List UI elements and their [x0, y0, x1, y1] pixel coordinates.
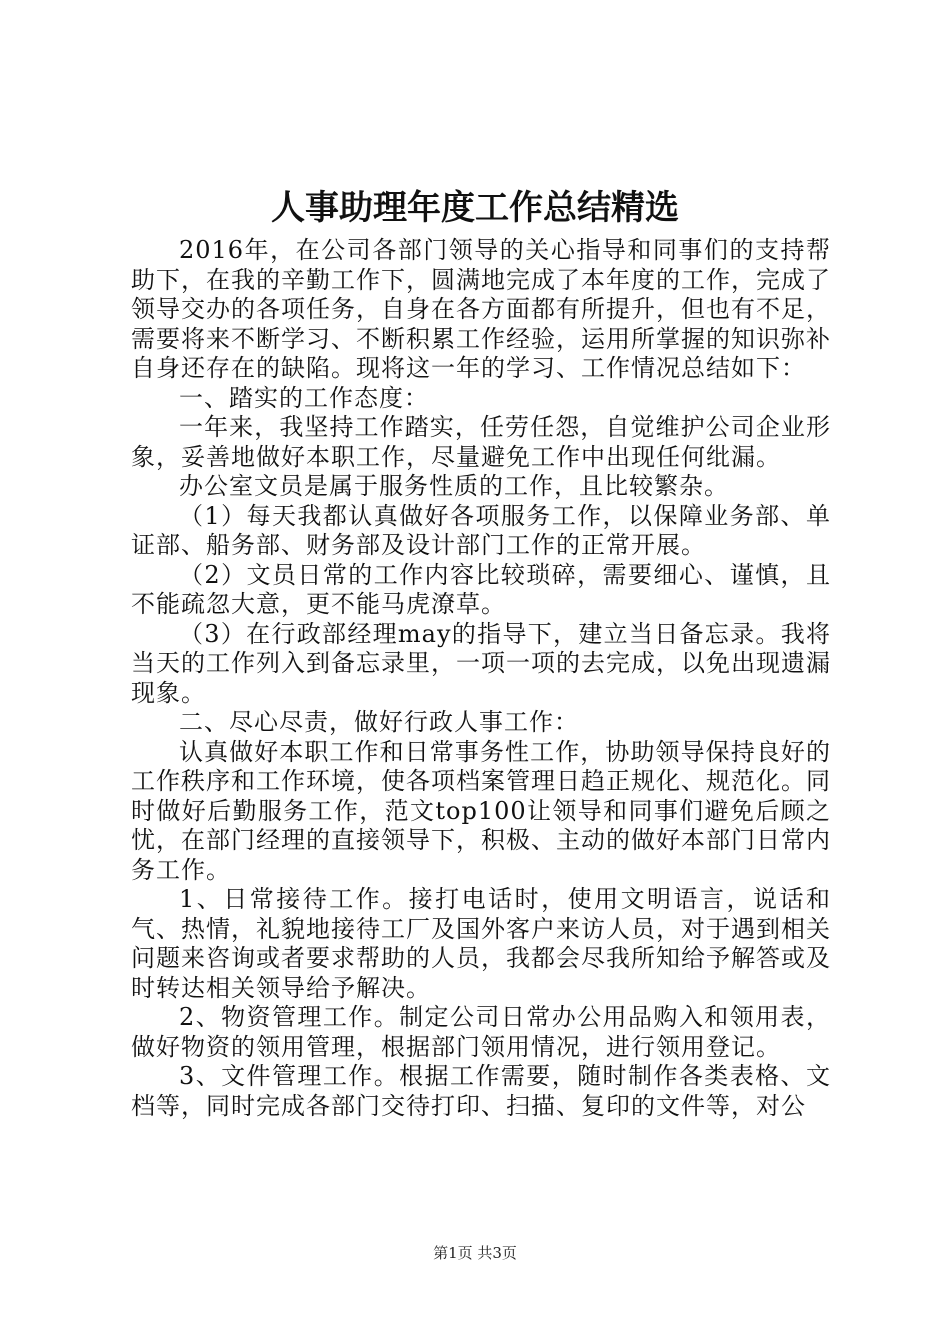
- paragraph-intro: 2016年，在公司各部门领导的关心指导和同事们的支持帮助下，在我的辛勤工作下，圆满地完成了本年度的工作，完成了领导交办的各项任务，自身在各方面都有所提升，但也有不足，需要将来不断学习、不断积累工作经验，运用所掌握的知识弥补自身还存在的缺陷。现将这一年的学习、工作情况总结如下：: [131, 236, 831, 382]
- section-heading-attitude: 一、踏实的工作态度：: [179, 383, 429, 412]
- paragraph: 办公室文员是属于服务性质的工作，且比较繁杂。: [179, 472, 729, 500]
- paragraph: 认真做好本职工作和日常事务性工作，协助领导保持良好的工作秩序和工作环境，使各项档案管理日趋正规化、规范化。同时做好后勤服务工作，范文top100让领导和同事们避免后顾之忧，在部门经理的直接领导下，积极、主动的做好本部门日常内务工作。: [131, 737, 831, 884]
- document-body: [131, 236, 831, 1121]
- paragraph-item-1: （1）每天我都认真做好各项服务工作，以保障业务部、单证部、船务部、财务部及设计部门工作的正常开展。: [131, 501, 831, 559]
- page-number-footer: 第1页 共3页: [433, 1244, 517, 1262]
- paragraph-item-3: （3）在行政部经理may的指导下，建立当日备忘录。我将当天的工作列入到备忘录里，一项一项的去完成，以免出现遗漏现象。: [131, 619, 831, 707]
- paragraph-item-2: （2）文员日常的工作内容比较琐碎，需要细心、谨慎，且不能疏忽大意，更不能马虎潦草。: [131, 560, 831, 618]
- paragraph-files: 3、文件管理工作。根据工作需要，随时制作各类表格、文档等，同时完成各部门交待打印、扫描、复印的文件等，对公: [131, 1062, 831, 1120]
- paragraph: 一年来，我坚持工作踏实，任劳任怨，自觉维护公司企业形象，妥善地做好本职工作，尽量避免工作中出现任何纰漏。: [131, 413, 831, 471]
- paragraph-reception: 1、日常接待工作。接打电话时，使用文明语言，说话和气、热情，礼貌地接待工厂及国外客户来访人员，对于遇到相关问题来咨询或者要求帮助的人员，我都会尽我所知给予解答或及时转达相关领导给予解决。: [131, 885, 831, 1002]
- paragraph-materials: 2、物资管理工作。制定公司日常办公用品购入和领用表，做好物资的领用管理，根据部门领用情况，进行领用登记。: [131, 1003, 831, 1061]
- section-heading-admin: 二、尽心尽责，做好行政人事工作：: [179, 708, 579, 736]
- document-title: 人事助理年度工作总结精选: [271, 188, 679, 228]
